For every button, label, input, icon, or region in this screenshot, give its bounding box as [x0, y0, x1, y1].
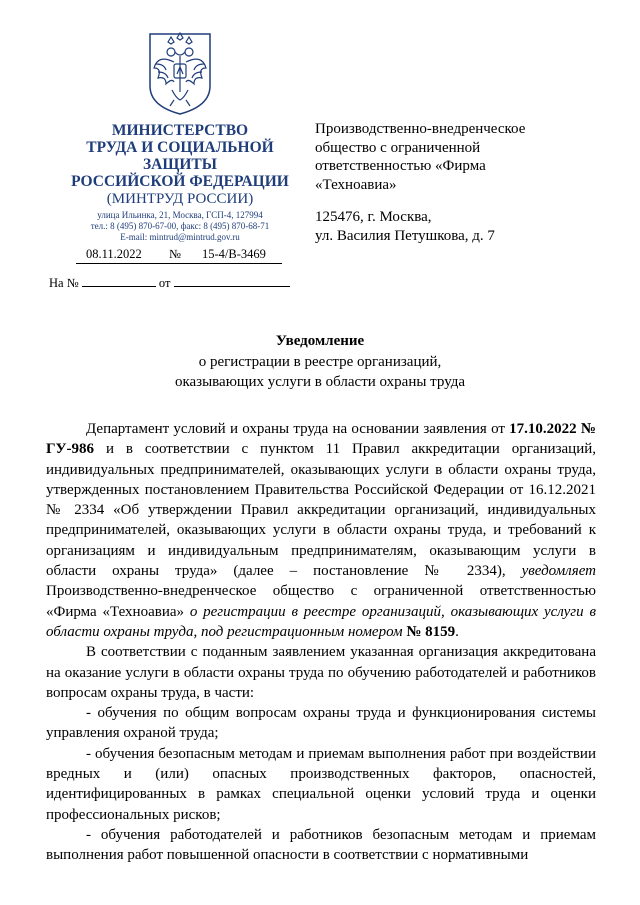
reference-line: [49, 274, 290, 291]
ministry-name: [56, 122, 304, 190]
ministry-name-line: РОССИЙСКОЙ ФЕДЕРАЦИИ: [71, 173, 289, 190]
registration-number: № 8159: [406, 623, 456, 640]
number-sign: №: [169, 247, 181, 261]
ministry-email: E-mail: mintrud@mintrud.gov.ru: [120, 232, 240, 242]
text-run: Производственно-внедренческое общество с ограниченной ответственностью «Фирма «Техноавиа»: [46, 583, 596, 620]
ministry-address: улица Ильинка, 21, Москва, ГСП-4, 127994: [97, 210, 263, 220]
body-paragraph: [46, 419, 596, 642]
reference-number-blank: [82, 274, 156, 287]
outgoing-number: 15-4/В-3469: [202, 247, 266, 261]
notice-body: [46, 419, 596, 866]
recipient-address-line: ул. Василия Петушкова, д. 7: [315, 227, 495, 244]
text-run: Департамент условий и охраны труда на основании заявления от: [86, 421, 510, 437]
body-paragraph: В соответствии с поданным заявлением указанная организация аккредитована на оказание услуги в области охраны труда по обучению работодателей и работников вопросам охраны труда, в части:: [46, 644, 596, 701]
reference-date-label: от: [158, 276, 171, 290]
ministry-name-line: ЗАЩИТЫ: [142, 156, 217, 173]
recipient-address: [315, 208, 565, 245]
notice-subtitle-line: о регистрации в реестре организаций,: [198, 354, 442, 370]
text-run: и в соответствии с пунктом 11 Правил аккредитации организаций, индивидуальных предпринимателей, оказывающих услуги в области охраны труда, утвержденных постановлением Правительства Российской Федерации от 16.12.2021 № 2334 «Об утверждении Правил аккредитации организаций, индивидуальных предпринимателей, оказывающих услуги в области охраны труда, и требований к организациям и индивидуальным предпринимателям, оказывающим услуги в области охраны труда» (далее – постановление № 2334),: [46, 441, 596, 580]
text-run: .: [455, 623, 459, 640]
recipient-address-line: 125476, г. Москва,: [315, 209, 432, 225]
ministry-phone: тел.: 8 (495) 870-67-00, факс: 8 (495) 870-68-71: [90, 221, 270, 231]
text-run-italic: о регистрации в реестре организаций, оказывающих услуги в области охраны труда, под регистрационным номером: [46, 603, 596, 640]
reference-number-label: На №: [49, 276, 79, 290]
body-paragraph: - обучения безопасным методам и приемам выполнения работ при воздействии вредных и (или) опасных производственных факторов, опасностей, идентифицированных в рамках специальной оценки условий труда и оценки профессиональных рисков;: [46, 745, 596, 823]
notice-heading: Уведомление: [275, 333, 365, 349]
registration-line: [76, 247, 282, 264]
text-run-italic: уведомляет: [521, 563, 596, 580]
ministry-name-line: МИНИСТЕРСТВО: [111, 122, 249, 139]
body-paragraph: - обучения по общим вопросам охраны труда и функционирования системы управления охраной труда;: [46, 705, 596, 742]
notice-subtitle-line: оказывающих услуги в области охраны труда: [174, 374, 466, 390]
coat-of-arms-emblem: [144, 28, 216, 116]
application-reference: 17.10.2022 № ГУ-986: [46, 421, 596, 458]
recipient-name: Производственно-внедренческое общество с ограниченной ответственностью «Фирма «Техноавиа»: [315, 121, 526, 193]
body-paragraph: - обучения работодателей и работников безопасным методам и приемам выполнения работ повышенной опасности в соответствии с нормативными: [46, 826, 596, 864]
ministry-short-name: (МИНТРУД РОССИИ): [106, 191, 254, 207]
outgoing-date: 08.11.2022: [86, 247, 142, 261]
ministry-name-line: ТРУДА И СОЦИАЛЬНОЙ: [86, 139, 274, 156]
reference-date-blank: [174, 274, 290, 287]
